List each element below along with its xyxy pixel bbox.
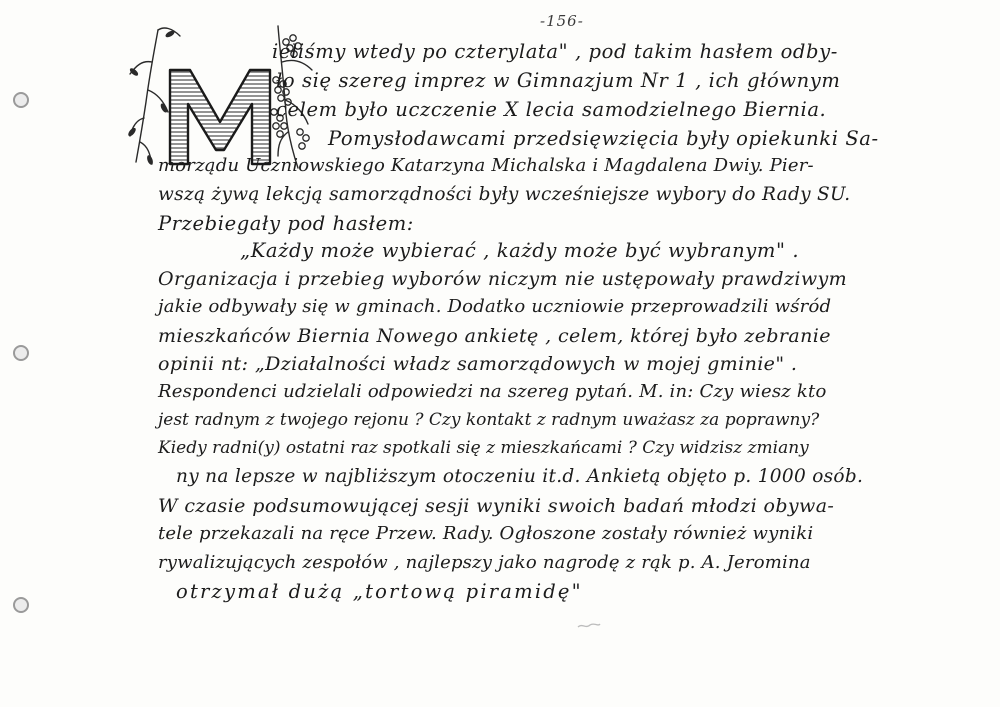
binder-hole-bottom — [13, 597, 29, 613]
text-line-16: ny na lepsze w najbliższym otoczeniu it.d. Ankietą objęto p. 1000 osób. — [176, 466, 864, 487]
text-line-17: W czasie podsumowującej sesji wyniki swoich badań młodzi obywa- — [158, 495, 835, 517]
text-line-20: otrzymał dużą „tortową piramidę" — [176, 580, 583, 603]
text-line-8: „Każdy może wybierać , każdy może być wybranym" . — [240, 239, 800, 262]
text-line-6: wszą żywą lekcją samorządności były wcześniejsze wybory do Rady SU. — [158, 184, 851, 205]
text-line-19: rywalizujących zespołów , najlepszy jako nagrodę z rąk p. A. Jeromina — [158, 552, 811, 573]
text-line-13: Respondenci udzielali odpowiedzi na szereg pytań. M. in: Czy wiesz kto — [158, 381, 827, 402]
page-number: -156- — [540, 12, 584, 30]
text-line-12: opinii nt: „Działalności władz samorządowych w mojej gminie" . — [158, 353, 798, 375]
text-line-15: Kiedy radni(y) ostatni raz spotkali się z mieszkańcami ? Czy widzisz zmiany — [158, 438, 809, 458]
binder-hole-middle — [13, 345, 29, 361]
text-line-3: celem było uczczenie X lecia samodzielnego Biernia. — [276, 98, 827, 121]
text-line-4: Pomysłodawcami przedsięwzięcia były opiekunki Sa- — [328, 127, 879, 150]
binder-hole-top — [13, 92, 29, 108]
text-line-7: Przebiegały pod hasłem: — [158, 212, 414, 235]
text-line-18: tele przekazali na ręce Przew. Rady. Ogłoszone zostały również wyniki — [158, 523, 814, 544]
text-line-9: Organizacja i przebieg wyborów niczym nie ustępowały prawdziwym — [158, 268, 848, 290]
text-line-11: mieszkańców Biernia Nowego ankietę , celem, której było zebranie — [158, 325, 831, 347]
text-line-5: morządu Uczniowskiego Katarzyna Michalska i Magdalena Dwiy. Pier- — [158, 155, 814, 176]
text-line-1: ieliśmy wtedy po czterylata" , pod takim hasłem odby- — [272, 40, 838, 63]
faint-stamp-mark — [576, 619, 602, 631]
text-line-2: ło się szereg imprez w Gimnazjum Nr 1 , ich głównym — [276, 69, 841, 92]
text-line-10: jakie odbywały się w gminach. Dodatko uczniowie przeprowadzili wśród — [158, 296, 832, 317]
text-line-14: jest radnym z twojego rejonu ? Czy kontakt z radnym uważasz za poprawny? — [158, 410, 820, 430]
